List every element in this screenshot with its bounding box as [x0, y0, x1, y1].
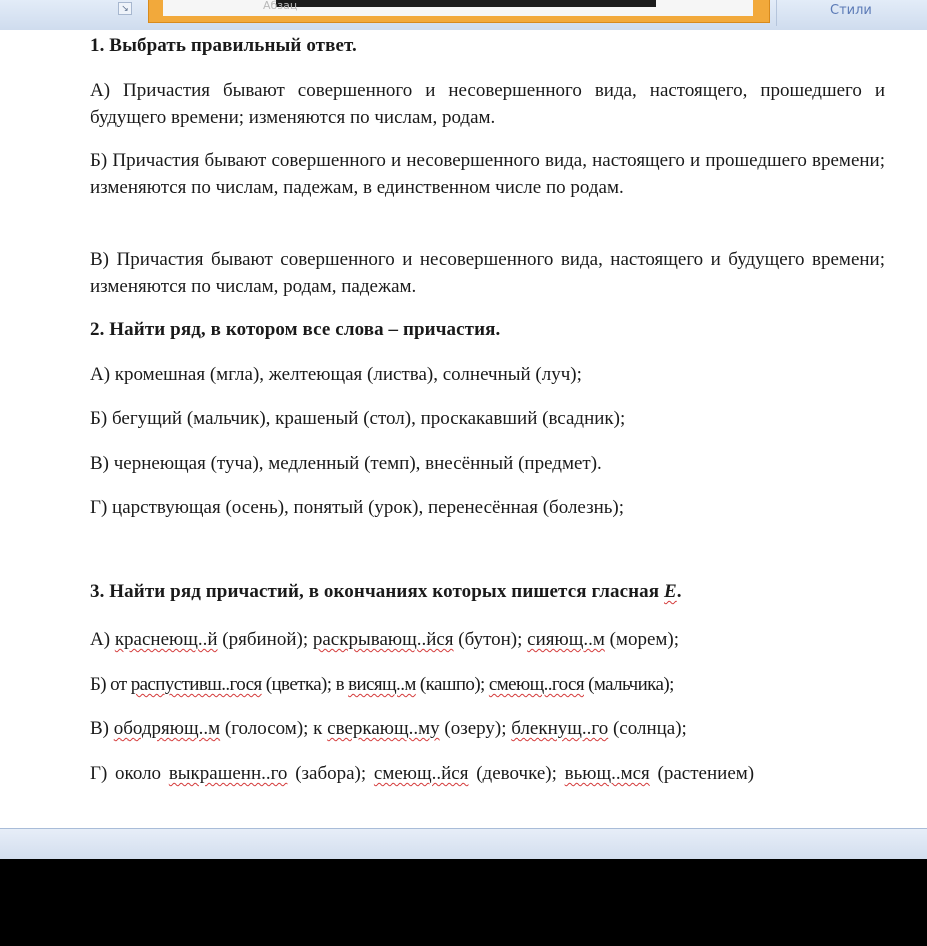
paragraph-group-panel	[163, 0, 753, 16]
spellcheck-word[interactable]: сверкающ..му	[327, 718, 440, 739]
question-3-option-d	[90, 760, 885, 787]
option-text: А)	[90, 629, 115, 650]
document-page	[0, 30, 927, 830]
question-2-title: 2. Найти ряд, в котором все слова – причастия.	[90, 319, 501, 340]
option-text: (солнца);	[608, 718, 687, 739]
option-text: Г) около	[90, 763, 169, 784]
spellcheck-word[interactable]: распустивш..гося	[130, 674, 262, 695]
option-text: (рябиной);	[217, 629, 313, 650]
question-1-option-a: А) Причастия бывают совершенного и несовершенного вида, настоящего, прошедшего и будущего времени; изменяются по числам, родам.	[90, 80, 885, 128]
spellcheck-word[interactable]: висящ..м	[348, 674, 416, 695]
spellcheck-word[interactable]: краснеющ..й	[114, 629, 218, 650]
spellcheck-word[interactable]: ободряющ..м	[113, 718, 221, 739]
ribbon-toolbar	[0, 0, 927, 31]
status-bar	[0, 828, 927, 859]
option-text: (морем);	[604, 629, 680, 650]
paragraph-group-label: Абзац	[263, 0, 298, 12]
spellcheck-word[interactable]: раскрывающ..йся	[312, 629, 454, 650]
option-text: (голосом); к	[220, 718, 328, 739]
question-3-option-a	[90, 626, 885, 653]
question-3-title-text: 3. Найти ряд причастий, в окончаниях которых пишется гласная	[90, 581, 665, 602]
question-2-option-c: В) чернеющая (туча), медленный (темп), внесённый (предмет).	[90, 453, 602, 474]
styles-group-label[interactable]: Стили	[830, 3, 872, 18]
question-3-option-c	[90, 715, 885, 742]
option-text: (забора);	[287, 763, 374, 784]
question-2-option-a: А) кромешная (мгла), желтеющая (листва), солнечный (луч);	[90, 364, 582, 385]
spellcheck-word[interactable]: смеющ..гося	[488, 674, 584, 695]
question-3-option-b	[90, 671, 885, 698]
option-text: В)	[90, 718, 114, 739]
option-text: (бутон);	[453, 629, 528, 650]
question-1-option-b: Б) Причастия бывают совершенного и несовершенного вида, настоящего и прошедшего времени; изменяются по числам, падежам, в единственном числе по родам.	[90, 150, 885, 198]
question-3-title-letter: Е	[664, 581, 677, 602]
option-text: (кашпо);	[415, 674, 489, 695]
option-text: (мальчика);	[583, 674, 674, 695]
question-2-option-b: Б) бегущий (мальчик), крашеный (стол), проскакавший (всадник);	[90, 408, 626, 429]
option-text: Б) от	[90, 674, 131, 695]
option-text: (цветка); в	[261, 674, 349, 695]
question-3-title	[90, 581, 885, 603]
question-3-title-period: .	[676, 581, 682, 602]
option-text: (девочке);	[468, 763, 565, 784]
spellcheck-word[interactable]: смеющ..йся	[373, 763, 469, 784]
overlay-bar	[276, 0, 656, 7]
ribbon-divider	[776, 0, 777, 26]
paragraph-group-highlight	[148, 0, 770, 23]
spellcheck-word[interactable]: выкрашенн..го	[168, 763, 288, 784]
question-2-option-d: Г) царствующая (осень), понятый (урок), перенесённая (болезнь);	[90, 497, 625, 518]
option-text: (озеру);	[439, 718, 512, 739]
font-dialog-launcher-icon[interactable]: ↘	[118, 2, 132, 15]
option-text: (растением)	[649, 763, 755, 784]
question-1-title: 1. Выбрать правильный ответ.	[90, 35, 357, 56]
spellcheck-word[interactable]: блекнущ..го	[511, 718, 609, 739]
question-1-option-c: В) Причастия бывают совершенного и несовершенного вида, настоящего и будущего времени; изменяются по числам, родам, падежам.	[90, 249, 885, 297]
spellcheck-word[interactable]: сияющ..м	[527, 629, 605, 650]
spellcheck-word[interactable]: вьющ..мся	[564, 763, 650, 784]
